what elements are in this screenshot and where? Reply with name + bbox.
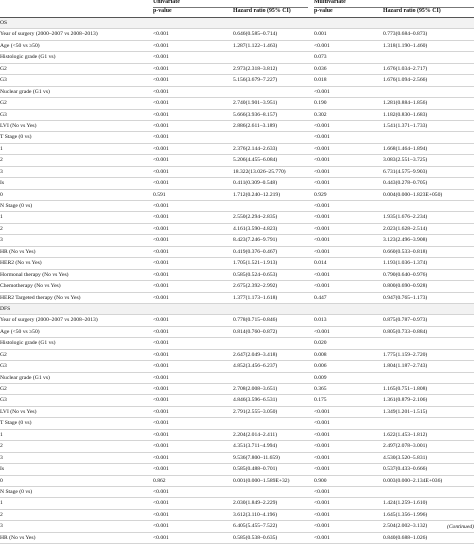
univariate-hazard-ratio: 0.001(0.000–1.589E+32) xyxy=(233,477,290,484)
multivariate-p-value: <0.001 xyxy=(314,180,330,187)
multivariate-p-value: 0.009 xyxy=(314,374,327,381)
multivariate-p-value: 0.013 xyxy=(314,317,327,324)
multivariate-hazard-ratio: 0.790(0.640–0.976) xyxy=(383,271,428,278)
row-label: Year of surgery (2000–2007 vs 2008–2013) xyxy=(0,31,98,38)
table-row xyxy=(0,155,474,166)
row-label: 1 xyxy=(0,145,3,152)
multivariate-p-value: 0.929 xyxy=(314,191,327,198)
univariate-hazard-ratio: 0.646(0.585–0.714) xyxy=(233,31,278,38)
multivariate-hazard-ratio: 1.645(1.356–1.996) xyxy=(383,511,428,518)
multivariate-hazard-ratio: 1.165(0.751–1.808) xyxy=(383,386,428,392)
multivariate-hazard-ratio: 0.875(0.787–0.973) xyxy=(383,317,428,324)
univariate-p-value: <0.001 xyxy=(153,145,169,152)
row-label: 2 xyxy=(0,225,3,232)
univariate-p-value: <0.001 xyxy=(153,168,169,175)
multivariate-heading: Multivariate xyxy=(314,0,346,5)
univariate-hazard-ratio: 2.204(2.014–2.411) xyxy=(233,431,278,438)
univariate-hazard-ratio: 2.550(2.294–2.835) xyxy=(233,214,278,221)
univariate-heading: Univariate xyxy=(153,0,180,5)
univariate-hazard-ratio: 4.852(3.456–6.237) xyxy=(233,363,278,370)
row-label: 3 xyxy=(0,454,3,461)
table-row xyxy=(0,201,474,212)
table-row xyxy=(0,384,474,395)
row-label: 0 xyxy=(0,191,3,198)
multivariate-hazard-ratio: 0.443(0.278–0.705) xyxy=(383,180,428,187)
multivariate-p-value: <0.001 xyxy=(314,420,330,427)
univariate-hazard-ratio: 6.405(5.455–7.522) xyxy=(233,523,278,530)
multivariate-p-value: <0.001 xyxy=(314,466,330,473)
multivariate-p-value: <0.001 xyxy=(314,237,330,244)
univariate-p-value: <0.001 xyxy=(153,328,169,335)
univariate-hazard-ratio: 4.161(3.590–4.823) xyxy=(233,225,278,232)
multivariate-hazard-ratio: 1.281(0.884–1.856) xyxy=(383,100,428,107)
univariate-hazard-ratio: 4.846(3.596–6.531) xyxy=(233,397,278,404)
row-label: Year of surgery (2000–2007 vs 2008–2013) xyxy=(0,317,98,324)
table-row xyxy=(0,430,474,441)
univariate-hazard-ratio: 2.973(2.318–3.812) xyxy=(233,65,278,72)
row-label: LVI (No vs Yes) xyxy=(0,408,37,415)
univariate-hazard-ratio: 2.376(2.144–2.633) xyxy=(233,145,278,152)
table-row xyxy=(0,418,474,429)
row-label: G3 xyxy=(0,397,7,404)
row-label: G3 xyxy=(0,77,7,84)
univariate-p-value: <0.001 xyxy=(153,111,169,118)
univariate-p-value: <0.001 xyxy=(153,31,169,38)
multivariate-p-value: <0.001 xyxy=(314,523,330,530)
row-label: T Stage (0 vs) xyxy=(0,420,32,427)
row-label: Chemotherapy (No vs Yes) xyxy=(0,283,61,290)
row-label: 3 xyxy=(0,237,3,244)
section-row xyxy=(0,304,474,315)
multivariate-hazard-ratio: 1.541(1.371–1.733) xyxy=(383,122,428,129)
table-row xyxy=(0,235,474,246)
table-row xyxy=(0,121,474,132)
multivariate-p-value: 0.006 xyxy=(314,363,327,370)
row-label: 1 xyxy=(0,431,3,438)
table-row xyxy=(0,407,474,418)
row-label: G2 xyxy=(0,386,7,392)
univariate-hazard-ratio: 9.536(7.800–11.659) xyxy=(233,454,280,461)
univariate-p-value: <0.001 xyxy=(153,54,169,61)
table-row xyxy=(0,338,474,349)
univariate-hazard-ratio: 2.675(2.392–2.992) xyxy=(233,283,278,290)
table-row xyxy=(0,29,474,40)
table-row xyxy=(0,395,474,406)
univariate-p-value: <0.001 xyxy=(153,134,169,141)
univariate-p-value: <0.001 xyxy=(153,408,169,415)
univariate-hazard-ratio: 5.206(4.455–6.084) xyxy=(233,157,278,164)
multivariate-p-value: 0.008 xyxy=(314,351,327,358)
multivariate-hazard-ratio: 1.676(1.094–2.566) xyxy=(383,77,428,84)
table-row xyxy=(0,212,474,223)
multivariate-hazard-ratio: 1.775(1.159–2.720) xyxy=(383,351,428,358)
multivariate-p-value: 0.365 xyxy=(314,386,327,392)
table-row xyxy=(0,178,474,189)
univariate-hazard-ratio: 0.411(0.309–0.548) xyxy=(233,180,278,187)
multivariate-p-value: 0.190 xyxy=(314,100,327,107)
multivariate-p-value-header: p-value xyxy=(314,8,333,14)
multivariate-p-value: <0.001 xyxy=(314,134,330,141)
univariate-hazard-ratio-header: Hazard ratio (95% CI) xyxy=(233,8,291,14)
univariate-p-value: <0.001 xyxy=(153,260,169,267)
table-row xyxy=(0,293,474,304)
univariate-p-value: <0.001 xyxy=(153,363,169,370)
univariate-p-value: <0.001 xyxy=(153,500,169,507)
row-label: 2 xyxy=(0,511,3,518)
row-label: Is xyxy=(0,180,5,187)
univariate-p-value: <0.001 xyxy=(153,42,169,49)
univariate-p-value: <0.001 xyxy=(153,237,169,244)
univariate-hazard-ratio: 2.647(2.049–3.418) xyxy=(233,351,278,358)
univariate-hazard-ratio: 2.791(2.555–3.050) xyxy=(233,408,278,415)
multivariate-p-value: 0.302 xyxy=(314,111,327,118)
multivariate-p-value: <0.001 xyxy=(314,225,330,232)
multivariate-hazard-ratio: 0.947(0.765–1.173) xyxy=(383,294,428,301)
table-row xyxy=(0,521,474,532)
univariate-p-value: <0.001 xyxy=(153,340,169,347)
row-label: Nuclear grade (G1 vs) xyxy=(0,374,50,381)
row-label: HR (No vs Yes) xyxy=(0,534,36,541)
multivariate-p-value: <0.001 xyxy=(314,488,330,495)
table-row xyxy=(0,270,474,281)
multivariate-p-value: <0.001 xyxy=(314,328,330,335)
multivariate-hazard-ratio: 0.805(0.733–0.884) xyxy=(383,328,428,335)
multivariate-hazard-ratio: 0.003(0.000–2.134E+036) xyxy=(383,477,443,484)
multivariate-hazard-ratio: 0.773(0.684–0.873) xyxy=(383,31,428,38)
table-row xyxy=(0,132,474,143)
multivariate-p-value: <0.001 xyxy=(314,511,330,518)
univariate-p-value: <0.001 xyxy=(153,511,169,518)
multivariate-p-value: <0.001 xyxy=(314,271,330,278)
table-row xyxy=(0,64,474,75)
row-label: LVI (No vs Yes) xyxy=(0,122,37,129)
table-body xyxy=(0,18,474,544)
univariate-p-value: <0.001 xyxy=(153,534,169,541)
univariate-p-value: <0.001 xyxy=(153,65,169,72)
table-row xyxy=(0,258,474,269)
row-label: HR (No vs Yes) xyxy=(0,248,36,255)
table-row xyxy=(0,533,474,544)
multivariate-hazard-ratio: 1.361(0.879–2.106) xyxy=(383,397,428,404)
multivariate-p-value: 0.073 xyxy=(314,54,327,61)
univariate-p-value: <0.001 xyxy=(153,225,169,232)
row-label: OS xyxy=(0,20,8,26)
multivariate-p-value: <0.001 xyxy=(314,122,330,129)
row-label: Is xyxy=(0,466,5,473)
univariate-hazard-ratio: 2.030(1.849–2.229) xyxy=(233,500,278,507)
univariate-p-value: <0.001 xyxy=(153,386,169,392)
row-label: G3 xyxy=(0,111,7,118)
row-label: N Stage (0 vs) xyxy=(0,203,33,209)
multivariate-hazard-ratio: 1.349(1.201–1.515) xyxy=(383,408,428,415)
multivariate-p-value: <0.001 xyxy=(314,145,330,152)
table-row xyxy=(0,247,474,258)
univariate-hazard-ratio: 8.423(7.246–9.791) xyxy=(233,237,278,244)
table-row xyxy=(0,361,474,372)
multivariate-hazard-ratio: 2.023(1.628–2.514) xyxy=(383,225,428,232)
multivariate-hazard-ratio: 1.182(0.830–1.683) xyxy=(383,111,428,118)
multivariate-p-value: <0.001 xyxy=(314,454,330,461)
row-label: 1 xyxy=(0,214,3,221)
univariate-hazard-ratio: 1.705(1.521–1.913) xyxy=(233,260,278,267)
univariate-hazard-ratio: 5.666(3.936–8.157) xyxy=(233,111,278,118)
univariate-hazard-ratio: 0.585(0.524–0.653) xyxy=(233,271,278,278)
multivariate-p-value: <0.001 xyxy=(314,203,330,209)
univariate-hazard-ratio: 18.322(13.026–25.770) xyxy=(233,168,286,175)
table-row xyxy=(0,350,474,361)
multivariate-hazard-ratio: 0.537(0.433–0.666) xyxy=(383,466,428,473)
row-label: Histologic grade (G1 vs) xyxy=(0,340,56,347)
multivariate-hazard-ratio: 1.622(1.453–1.812) xyxy=(383,431,428,438)
univariate-p-value: <0.001 xyxy=(153,88,169,95)
univariate-p-value: <0.001 xyxy=(153,420,169,427)
multivariate-hazard-ratio: 1.935(1.676–2.234) xyxy=(383,214,428,221)
univariate-p-value: <0.001 xyxy=(153,77,169,84)
row-label: Age (<50 vs ≥50) xyxy=(0,328,40,335)
multivariate-p-value: <0.001 xyxy=(314,431,330,438)
row-label: 3 xyxy=(0,168,3,175)
multivariate-p-value: <0.001 xyxy=(314,443,330,450)
univariate-hazard-ratio: 3.612(3.110–4.196) xyxy=(233,511,278,518)
multivariate-hazard-ratio: 4.530(3.520–5.831) xyxy=(383,454,428,461)
row-label: HER2 (No vs Yes) xyxy=(0,260,42,267)
table-row xyxy=(0,75,474,86)
table-row xyxy=(0,87,474,98)
multivariate-hazard-ratio: 1.804(1.187–2.743) xyxy=(383,363,428,370)
table-row xyxy=(0,441,474,452)
multivariate-p-value: 0.020 xyxy=(314,340,327,347)
row-label: 0 xyxy=(0,477,3,484)
multivariate-p-value: <0.001 xyxy=(314,214,330,221)
table-header xyxy=(0,0,474,18)
univariate-p-value: <0.001 xyxy=(153,523,169,530)
table-row xyxy=(0,373,474,384)
table-row xyxy=(0,327,474,338)
row-label: Histologic grade (G1 vs) xyxy=(0,54,56,61)
univariate-p-value: <0.001 xyxy=(153,317,169,324)
multivariate-hazard-ratio: 1.193(1.036–1.374) xyxy=(383,260,428,267)
univariate-p-value: <0.001 xyxy=(153,100,169,107)
multivariate-p-value: 0.900 xyxy=(314,477,327,484)
table-row xyxy=(0,498,474,509)
table-row xyxy=(0,476,474,487)
multivariate-p-value: 0.175 xyxy=(314,397,327,404)
table-row xyxy=(0,487,474,498)
row-label: DFS xyxy=(0,305,11,312)
continued-note: (Continued) xyxy=(446,524,474,530)
univariate-p-value: <0.001 xyxy=(153,443,169,450)
row-label: 2 xyxy=(0,157,3,164)
row-label: G2 xyxy=(0,351,7,358)
section-row xyxy=(0,18,474,29)
univariate-p-value: <0.001 xyxy=(153,294,169,301)
row-label: 2 xyxy=(0,443,3,450)
univariate-p-value: <0.001 xyxy=(153,488,169,495)
row-label: G2 xyxy=(0,65,7,72)
multivariate-p-value: 0.036 xyxy=(314,65,327,72)
multivariate-p-value: <0.001 xyxy=(314,408,330,415)
multivariate-hazard-ratio: 3.123(2.496–3.908) xyxy=(383,237,428,244)
multivariate-hazard-ratio: 3.083(2.551–3.725) xyxy=(383,157,428,164)
multivariate-p-value: <0.001 xyxy=(314,168,330,175)
table-row xyxy=(0,453,474,464)
row-label: Hormonal therapy (No vs Yes) xyxy=(0,271,69,278)
univariate-p-value: <0.001 xyxy=(153,397,169,404)
univariate-p-value: <0.001 xyxy=(153,271,169,278)
univariate-p-value: <0.001 xyxy=(153,214,169,221)
multivariate-hazard-ratio: 6.731(4.575–9.903) xyxy=(383,168,428,175)
univariate-hazard-ratio: 0.585(0.538–0.635) xyxy=(233,534,278,541)
univariate-p-value: <0.001 xyxy=(153,248,169,255)
table-row xyxy=(0,144,474,155)
univariate-p-value: <0.001 xyxy=(153,431,169,438)
multivariate-hazard-ratio: 1.424(1.259–1.610) xyxy=(383,500,428,507)
multivariate-p-value: <0.001 xyxy=(314,500,330,507)
univariate-p-value: <0.001 xyxy=(153,180,169,187)
table-row xyxy=(0,464,474,475)
table-row xyxy=(0,224,474,235)
univariate-p-value: <0.001 xyxy=(153,374,169,381)
multivariate-p-value: <0.001 xyxy=(314,157,330,164)
multivariate-hazard-ratio: 0.840(0.688–1.026) xyxy=(383,534,428,541)
table-row xyxy=(0,315,474,326)
univariate-p-value: <0.001 xyxy=(153,203,169,209)
table-row xyxy=(0,167,474,178)
univariate-hazard-ratio: 5.156(3.679–7.227) xyxy=(233,77,278,84)
univariate-hazard-ratio: 2.886(2.611–3.189) xyxy=(233,122,278,129)
univariate-p-value: <0.001 xyxy=(153,466,169,473)
row-label: G3 xyxy=(0,363,7,370)
univariate-p-value: <0.001 xyxy=(153,454,169,461)
univariate-hazard-ratio: 0.778(0.715–0.846) xyxy=(233,317,278,324)
univariate-hazard-ratio: 0.419(0.376–0.467) xyxy=(233,248,278,255)
univariate-hazard-ratio: 1.712(0.240–12.219) xyxy=(233,191,281,198)
table-row xyxy=(0,98,474,109)
multivariate-hazard-ratio: 2.504(2.002–3.132) xyxy=(383,523,428,530)
row-label: Nuclear grade (G1 vs) xyxy=(0,88,50,95)
row-label: G2 xyxy=(0,100,7,107)
table-row xyxy=(0,41,474,52)
row-label: N Stage (0 vs) xyxy=(0,488,33,495)
univariate-p-value: 0.591 xyxy=(153,191,166,198)
multivariate-hazard-ratio: 0.660(0.533–0.818) xyxy=(383,248,428,255)
univariate-p-value: 0.862 xyxy=(153,477,166,484)
multivariate-p-value: 0.018 xyxy=(314,77,327,84)
multivariate-p-value: 0.447 xyxy=(314,294,327,301)
table-row xyxy=(0,510,474,521)
table-row xyxy=(0,190,474,201)
univariate-p-value: <0.001 xyxy=(153,157,169,164)
row-label: 3 xyxy=(0,523,3,530)
table-row xyxy=(0,110,474,121)
multivariate-p-value: <0.001 xyxy=(314,283,330,290)
multivariate-p-value: <0.001 xyxy=(314,248,330,255)
multivariate-hazard-ratio: 1.676(1.034–2.717) xyxy=(383,65,428,72)
row-label: HER2 Targeted therapy (No vs Yes) xyxy=(0,294,81,301)
univariate-p-value-header: p-value xyxy=(153,8,172,14)
multivariate-hazard-ratio: 0.800(0.690–0.928) xyxy=(383,283,428,290)
univariate-p-value: <0.001 xyxy=(153,122,169,129)
univariate-hazard-ratio: 1.377(1.173–1.618) xyxy=(233,294,278,301)
univariate-hazard-ratio: 4.351(3.711–4.994) xyxy=(233,443,278,450)
multivariate-p-value: 0.001 xyxy=(314,31,327,38)
row-label: Age (<50 vs ≥50) xyxy=(0,42,40,49)
multivariate-hazard-ratio: 2.497(2.078–3.001) xyxy=(383,443,428,450)
multivariate-p-value: <0.001 xyxy=(314,534,330,541)
multivariate-p-value: <0.001 xyxy=(314,42,330,49)
multivariate-p-value: <0.001 xyxy=(314,88,330,95)
univariate-hazard-ratio: 0.814(0.760–0.872) xyxy=(233,328,278,335)
univariate-hazard-ratio: 2.740(1.901–3.951) xyxy=(233,100,278,107)
multivariate-hazard-ratio: 1.668(1.464–1.894) xyxy=(383,145,428,152)
table-row xyxy=(0,52,474,63)
row-label: 1 xyxy=(0,500,3,507)
multivariate-hazard-ratio-header: Hazard ratio (95% CI) xyxy=(383,8,441,14)
univariate-p-value: <0.001 xyxy=(153,283,169,290)
multivariate-hazard-ratio: 1.318(1.190–1.460) xyxy=(383,42,428,49)
multivariate-hazard-ratio: 0.004(0.000–1.823E+050) xyxy=(383,191,443,198)
univariate-hazard-ratio: 2.708(2.008–3.651) xyxy=(233,386,278,392)
univariate-p-value: <0.001 xyxy=(153,351,169,358)
table-row xyxy=(0,281,474,292)
multivariate-p-value: 0.014 xyxy=(314,260,327,267)
univariate-hazard-ratio: 1.287(1.122–1.463) xyxy=(233,42,278,49)
univariate-hazard-ratio: 0.585(0.488–0.701) xyxy=(233,466,278,473)
row-label: T Stage (0 vs) xyxy=(0,134,32,141)
